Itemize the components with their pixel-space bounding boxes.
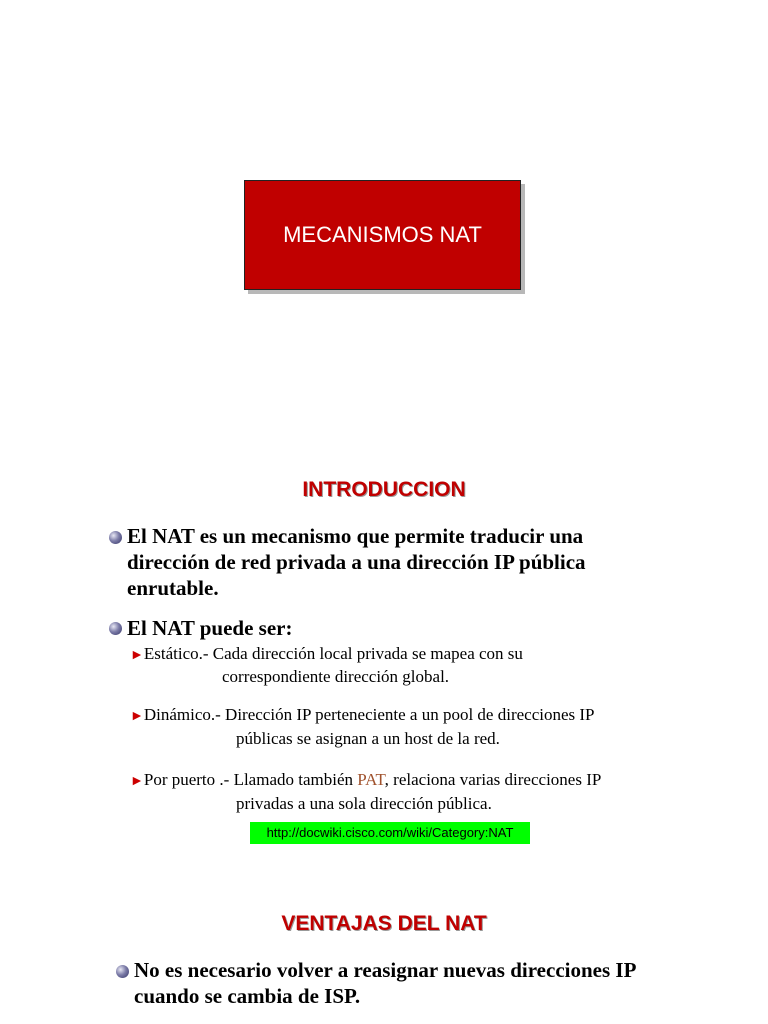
type-dynamic: ►Dinámico.- Dirección IP perteneciente a un pool de direcciones IP xyxy=(130,705,595,724)
arrow-right-icon: ► xyxy=(130,709,144,724)
advantage-item: No es necesario volver a reasignar nuevas direcciones IP cuando se cambia de ISP. xyxy=(134,958,637,1008)
pat-term: PAT xyxy=(357,770,385,789)
type-dynamic-cont: públicas se asignan a un host de la red. xyxy=(236,729,500,748)
reference-link[interactable]: http://docwiki.cisco.com/wiki/Category:NAT xyxy=(250,822,530,844)
arrow-right-icon: ► xyxy=(130,648,144,663)
bullet-icon xyxy=(116,965,129,978)
advantages-heading: VENTAJAS DEL NAT xyxy=(281,912,487,935)
intro-heading: INTRODUCCION xyxy=(302,478,466,501)
bullet-icon xyxy=(109,531,122,544)
title-box xyxy=(244,180,521,290)
arrow-right-icon: ► xyxy=(130,774,144,789)
intro-paragraph: El NAT es un mecanismo que permite traducir una dirección de red privada a una dirección IP pública enrutable. xyxy=(127,524,586,600)
type-static-cont: correspondiente dirección global. xyxy=(222,667,450,686)
type-port: ►Por puerto .- Llamado también PAT, relaciona varias direcciones IP xyxy=(130,770,602,789)
bullet-icon xyxy=(109,622,122,635)
nat-types-intro: El NAT puede ser: xyxy=(127,616,293,640)
type-port-cont: privadas a una sola dirección pública. xyxy=(236,794,492,813)
page-title: MECANISMOS NAT xyxy=(283,222,482,247)
type-static: ►Estático.- Cada dirección local privada se mapea con su xyxy=(130,644,523,663)
